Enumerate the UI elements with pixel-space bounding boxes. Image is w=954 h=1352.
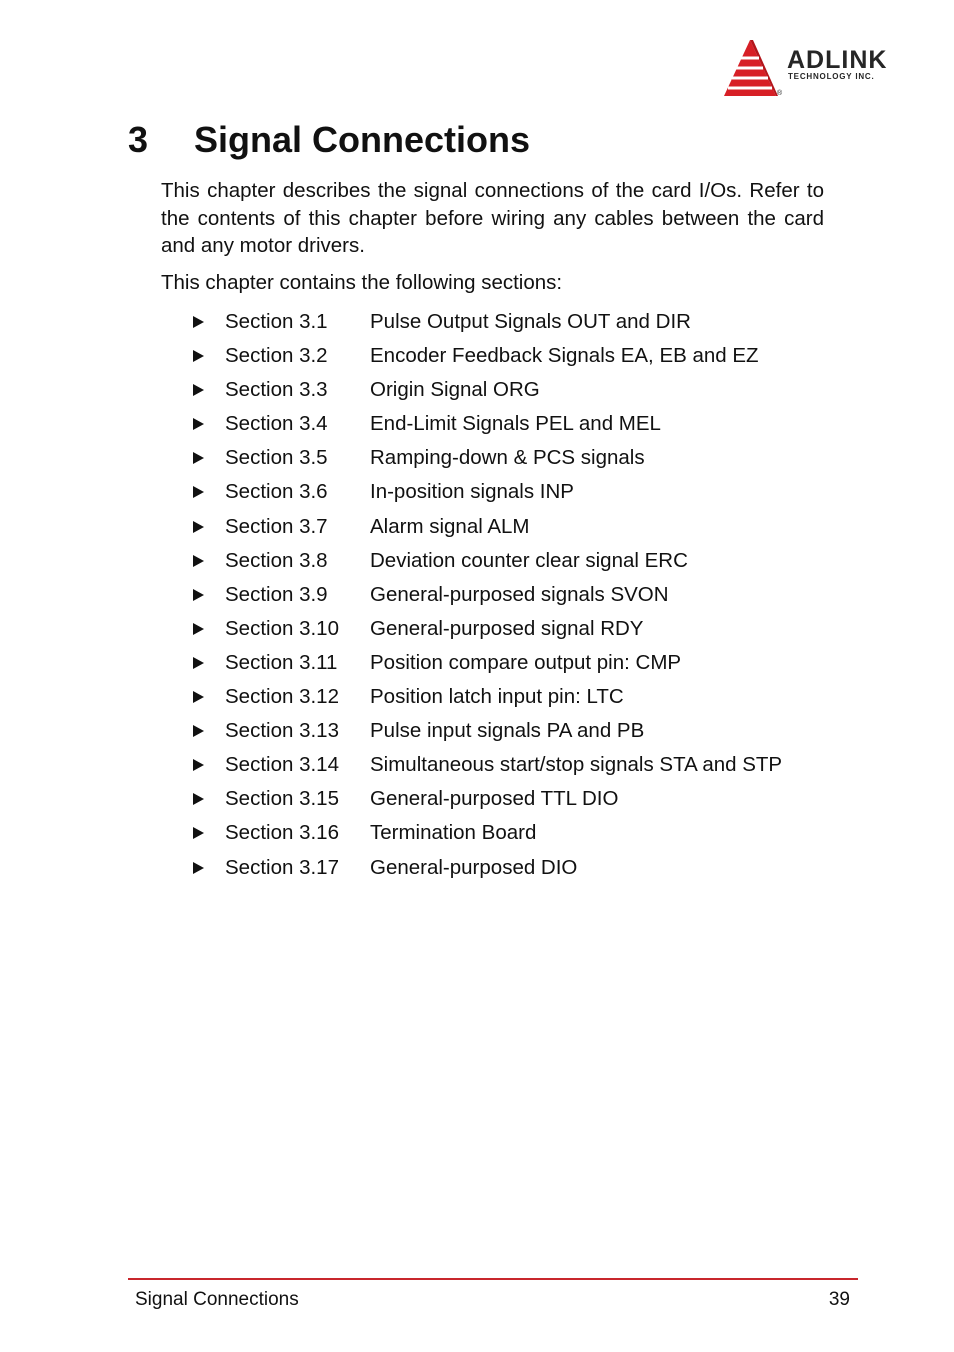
bullet-triangle-icon xyxy=(193,316,204,328)
section-number: Section 3.8 xyxy=(225,548,328,572)
section-title: General-purposed TTL DIO xyxy=(370,787,619,811)
section-number: Section 3.5 xyxy=(225,446,328,470)
section-number: Section 3.17 xyxy=(225,855,339,879)
footer-chapter-name: Signal Connections xyxy=(135,1289,299,1310)
section-title: Ramping-down & PCS signals xyxy=(370,446,645,470)
section-number: Section 3.4 xyxy=(225,412,328,436)
section-title: In-position signals INP xyxy=(370,480,574,504)
section-title: Encoder Feedback Signals EA, EB and EZ xyxy=(370,344,759,368)
adlink-triangle-icon xyxy=(722,38,782,100)
chapter-title-text: Signal Connections xyxy=(194,119,531,160)
section-title: Simultaneous start/stop signals STA and STP xyxy=(370,753,783,777)
section-number: Section 3.15 xyxy=(225,787,339,811)
bullet-triangle-icon xyxy=(193,691,204,703)
bullet-triangle-icon xyxy=(193,452,204,464)
section-number: Section 3.10 xyxy=(225,616,339,640)
bullet-triangle-icon xyxy=(193,657,204,669)
section-title: Origin Signal ORG xyxy=(370,378,540,402)
section-title: General-purposed DIO xyxy=(370,855,578,879)
bullet-triangle-icon xyxy=(193,862,204,874)
contains-text: This chapter contains the following sections: xyxy=(161,271,563,294)
section-number: Section 3.7 xyxy=(225,514,328,538)
section-number: Section 3.13 xyxy=(225,719,339,743)
section-title: General-purposed signal RDY xyxy=(370,616,644,640)
footer-rule xyxy=(128,1278,858,1280)
section-title: Pulse input signals PA and PB xyxy=(370,719,645,743)
bullet-triangle-icon xyxy=(193,793,204,805)
section-number: Section 3.14 xyxy=(225,753,339,777)
section-number: Section 3.16 xyxy=(225,821,339,845)
logo-tagline: TECHNOLOGY INC. xyxy=(788,72,875,81)
section-title: Termination Board xyxy=(370,821,537,845)
logo-wordmark: ADLINK xyxy=(787,46,888,74)
bullet-triangle-icon xyxy=(193,350,204,362)
section-title: Position compare output pin: CMP xyxy=(370,650,682,674)
bullet-triangle-icon xyxy=(193,725,204,737)
bullet-triangle-icon xyxy=(193,521,204,533)
bullet-triangle-icon xyxy=(193,759,204,771)
page-number: 39 xyxy=(828,1289,850,1310)
bullet-triangle-icon xyxy=(193,418,204,430)
bullet-triangle-icon xyxy=(193,589,204,601)
section-title: Position latch input pin: LTC xyxy=(370,685,624,709)
section-number: Section 3.3 xyxy=(225,378,328,402)
chapter-number: 3 xyxy=(128,119,149,160)
bullet-triangle-icon xyxy=(193,555,204,567)
bullet-triangle-icon xyxy=(193,486,204,498)
section-title: End-Limit Signals PEL and MEL xyxy=(370,412,661,436)
bullet-triangle-icon xyxy=(193,384,204,396)
section-number: Section 3.11 xyxy=(225,650,338,674)
bullet-triangle-icon xyxy=(193,623,204,635)
bullet-triangle-icon xyxy=(193,827,204,839)
section-title: Alarm signal ALM xyxy=(370,514,530,538)
section-number: Section 3.2 xyxy=(225,344,328,368)
section-title: General-purposed signals SVON xyxy=(370,582,669,606)
adlink-logo xyxy=(722,38,912,100)
chapter-title xyxy=(128,118,530,162)
section-title: Pulse Output Signals OUT and DIR xyxy=(370,310,691,333)
registered-mark: ® xyxy=(777,90,783,97)
section-number: Section 3.12 xyxy=(225,685,339,709)
section-title: Deviation counter clear signal ERC xyxy=(370,548,688,572)
section-number: Section 3.9 xyxy=(225,582,328,606)
section-number: Section 3.1 xyxy=(225,310,328,333)
intro-paragraph: This chapter describes the signal connections of the card I/Os. Refer to the contents of this chapter before wiring any cables between the card and any motor drivers. xyxy=(161,179,824,257)
section-number: Section 3.6 xyxy=(225,480,328,504)
